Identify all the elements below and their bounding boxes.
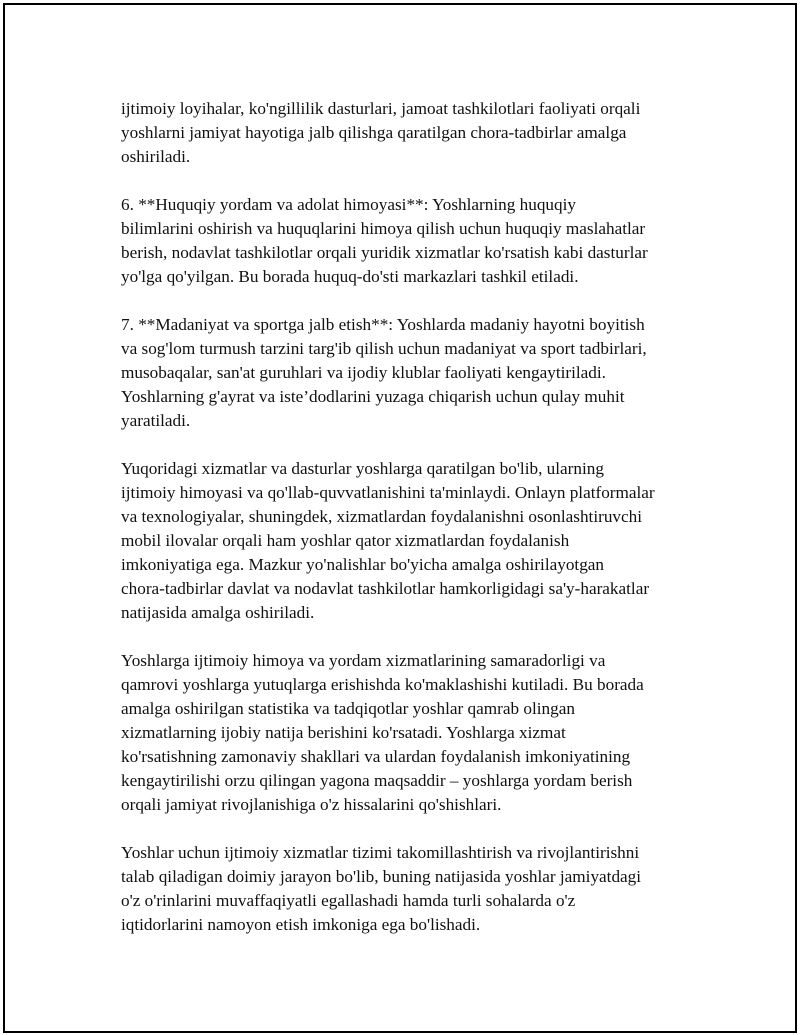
- text-line: ijtimoiy himoyasi va qo'llab-quvvatlanishini ta'minlaydi. Onlayn platformalar: [121, 483, 655, 502]
- text-line: 7. **Madaniyat va sportga jalb etish**: Yoshlarda madaniy hayotni boyitish: [121, 315, 645, 334]
- text-line: va texnologiyalar, shuningdek, xizmatlardan foydalanishni osonlashtiruvchi: [121, 507, 643, 526]
- text-line: bilimlarini oshirish va huquqlarini himoya qilish uchun huquqiy maslahatlar: [121, 219, 646, 238]
- text-line: ko'rsatishning zamonaviy shakllari va ulardan foydalanish imkoniyatining: [121, 747, 631, 766]
- text-line: amalga oshirilgan statistika va tadqiqotlar yoshlar qamrab olingan: [121, 699, 575, 718]
- text-line: berish, nodavlat tashkilotlar orqali yuridik xizmatlar ko'rsatish kabi dasturlar: [121, 243, 648, 262]
- text-line: imkoniyatiga ega. Mazkur yo'nalishlar bo'yicha amalga oshirilayotgan: [121, 555, 605, 574]
- paragraph-services-summary: [121, 457, 701, 625]
- paragraph-conclusion: [121, 841, 701, 937]
- text-line: mobil ilovalar orqali ham yoshlar qator xizmatlardan foydalanish: [121, 531, 570, 550]
- text-line: orqali jamiyat rivojlanishiga o'z hissalarini qo'shishlari.: [121, 795, 502, 814]
- paragraph-legal-aid: [121, 193, 701, 289]
- text-line: Yoshlar uchun ijtimoiy xizmatlar tizimi takomillashtirish va rivojlantirishni: [121, 843, 640, 862]
- text-line: natijasida amalga oshiriladi.: [121, 603, 315, 622]
- text-line: ijtimoiy loyihalar, ko'ngillilik dasturlari, jamoat tashkilotlari faoliyati orqali: [121, 99, 641, 118]
- text-line: xizmatlarning ijobiy natija berishini ko'rsatadi. Yoshlarga xizmat: [121, 723, 566, 742]
- text-line: Yoshlarga ijtimoiy himoya va yordam xizmatlarining samaradorligi va: [121, 651, 606, 670]
- page-frame: [3, 3, 797, 1033]
- text-line: qamrovi yoshlarga yutuqlarga erishishda ko'maklashishi kutiladi. Bu borada: [121, 675, 644, 694]
- paragraph-culture-sport: [121, 313, 701, 433]
- text-line: yoshlarni jamiyat hayotiga jalb qilishga qaratilgan chora-tadbirlar amalga: [121, 123, 627, 142]
- document-body: [121, 97, 701, 961]
- text-line: yaratiladi.: [121, 411, 191, 430]
- text-line: Yuqoridagi xizmatlar va dasturlar yoshlarga qaratilgan bo'lib, ularning: [121, 459, 604, 478]
- text-line: oshiriladi.: [121, 147, 191, 166]
- text-line: kengaytirilishi orzu qilingan yagona maqsaddir – yoshlarga yordam berish: [121, 771, 633, 790]
- paragraph-intro-continuation: [121, 97, 701, 169]
- text-line: iqtidorlarini namoyon etish imkoniga ega bo'lishadi.: [121, 915, 481, 934]
- text-line: yo'lga qo'yilgan. Bu borada huquq-do'sti markazlari tashkil etiladi.: [121, 267, 579, 286]
- text-line: talab qiladigan doimiy jarayon bo'lib, buning natijasida yoshlar jamiyatdagi: [121, 867, 642, 886]
- text-line: va sog'lom turmush tarzini targ'ib qilish uchun madaniyat va sport tadbirlari,: [121, 339, 647, 358]
- text-line: o'z o'rinlarini muvaffaqiyatli egallashadi hamda turli sohalarda o'z: [121, 891, 576, 910]
- text-line: musobaqalar, san'at guruhlari va ijodiy klublar faoliyati kengaytiriladi.: [121, 363, 606, 382]
- text-line: chora-tadbirlar davlat va nodavlat tashkilotlar hamkorligidagi sa'y-harakatlar: [121, 579, 650, 598]
- text-line: 6. **Huquqiy yordam va adolat himoyasi**: Yoshlarning huquqiy: [121, 195, 576, 214]
- text-line: Yoshlarning g'ayrat va iste’dodlarini yuzaga chiqarish uchun qulay muhit: [121, 387, 625, 406]
- paragraph-effectiveness: [121, 649, 701, 817]
